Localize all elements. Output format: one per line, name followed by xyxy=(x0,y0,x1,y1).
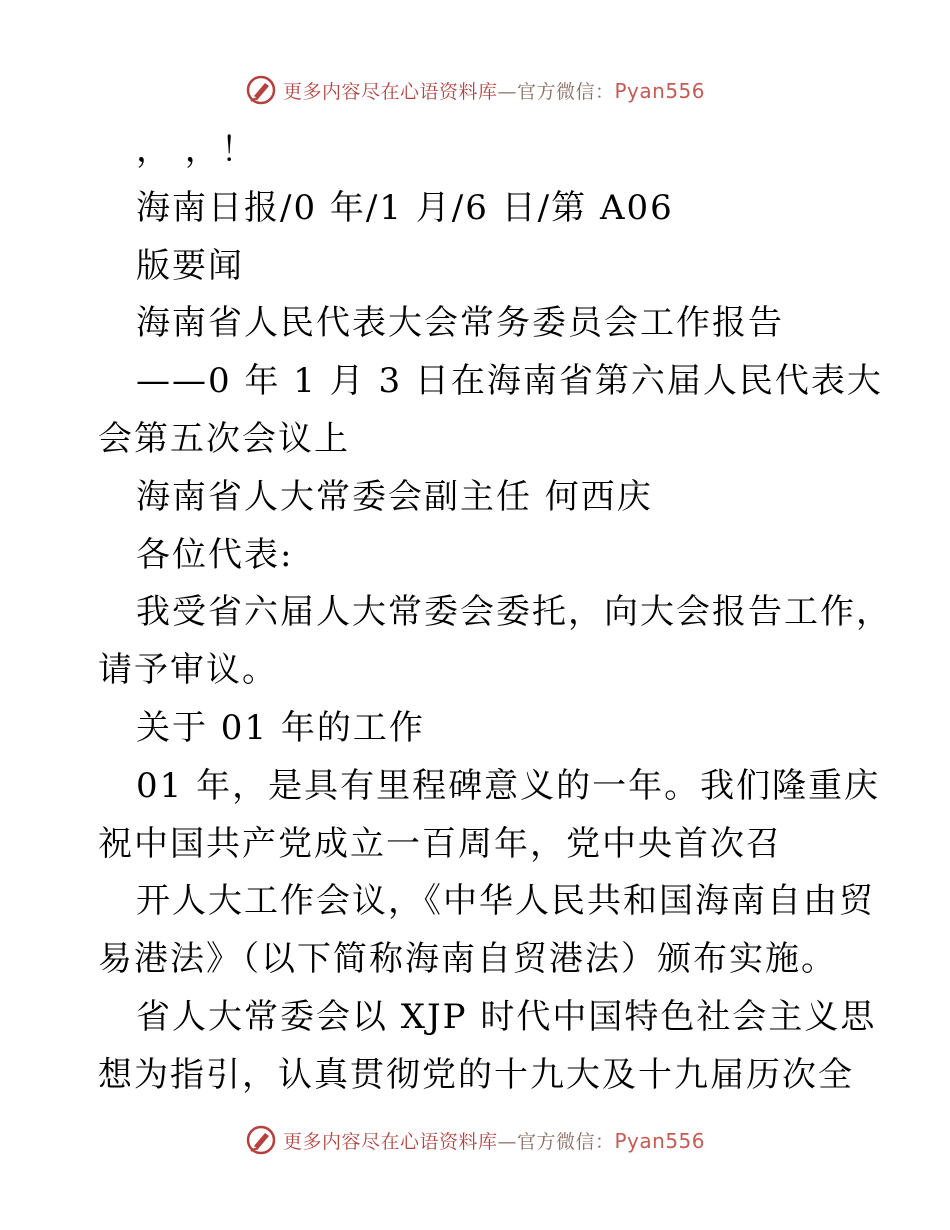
text-line: 海南省人民代表大会常务委员会工作报告 xyxy=(136,303,784,344)
watermark-dash: — xyxy=(497,1130,517,1153)
watermark-account-prefix: 官方微信： xyxy=(516,80,615,103)
watermark-text xyxy=(283,77,705,104)
watermark-main: 更多内容尽在心语资料库 xyxy=(282,80,498,103)
header-watermark xyxy=(0,72,950,108)
text-line: 01 年，是具有里程碑意义的一年。我们隆重庆 xyxy=(136,765,881,806)
text-line: 各位代表: xyxy=(136,534,294,575)
document-body xyxy=(98,122,892,1105)
text-line: 会第五次会议上 xyxy=(98,418,350,459)
text-line: 省人大常委会以 XJP 时代中国特色社会主义思 xyxy=(136,996,877,1037)
text-line: 我受省六届人大常委会委托，向大会报告工作， xyxy=(136,592,892,633)
watermark-dash: — xyxy=(497,80,517,103)
pen-logo-icon xyxy=(245,74,277,106)
pen-logo-icon xyxy=(245,1124,277,1156)
text-line: 海南日报/0 年/1 月/6 日/第 A06 xyxy=(136,187,674,228)
watermark-account-prefix: 官方微信： xyxy=(516,1130,615,1153)
text-line: 海南省人大常委会副主任 何西庆 xyxy=(136,476,653,517)
text-line: 开人大工作会议，《中华人民共和国海南自由贸 xyxy=(136,881,875,922)
text-line: 请予审议。 xyxy=(98,650,278,691)
text-line: 关于 01 年的工作 xyxy=(136,707,425,748)
watermark-account-id: Pyan556 xyxy=(614,1128,706,1153)
watermark-text xyxy=(283,1127,705,1154)
text-line: ——0 年 1 月 3 日在海南省第六届人民代表大 xyxy=(136,361,883,402)
watermark-main: 更多内容尽在心语资料库 xyxy=(282,1130,498,1153)
text-line: 易港法》（以下简称海南自贸港法）颁布实施。 xyxy=(98,939,837,980)
text-line: 版要闻 xyxy=(136,245,244,286)
text-line: 想为指引，认真贯彻党的十九大及十九届历次全 xyxy=(98,1054,854,1095)
footer-watermark xyxy=(0,1122,950,1158)
text-line: ， ，！ xyxy=(136,130,257,170)
text-line: 祝中国共产党成立一百周年，党中央首次召 xyxy=(98,823,782,864)
watermark-account-id: Pyan556 xyxy=(614,78,706,103)
